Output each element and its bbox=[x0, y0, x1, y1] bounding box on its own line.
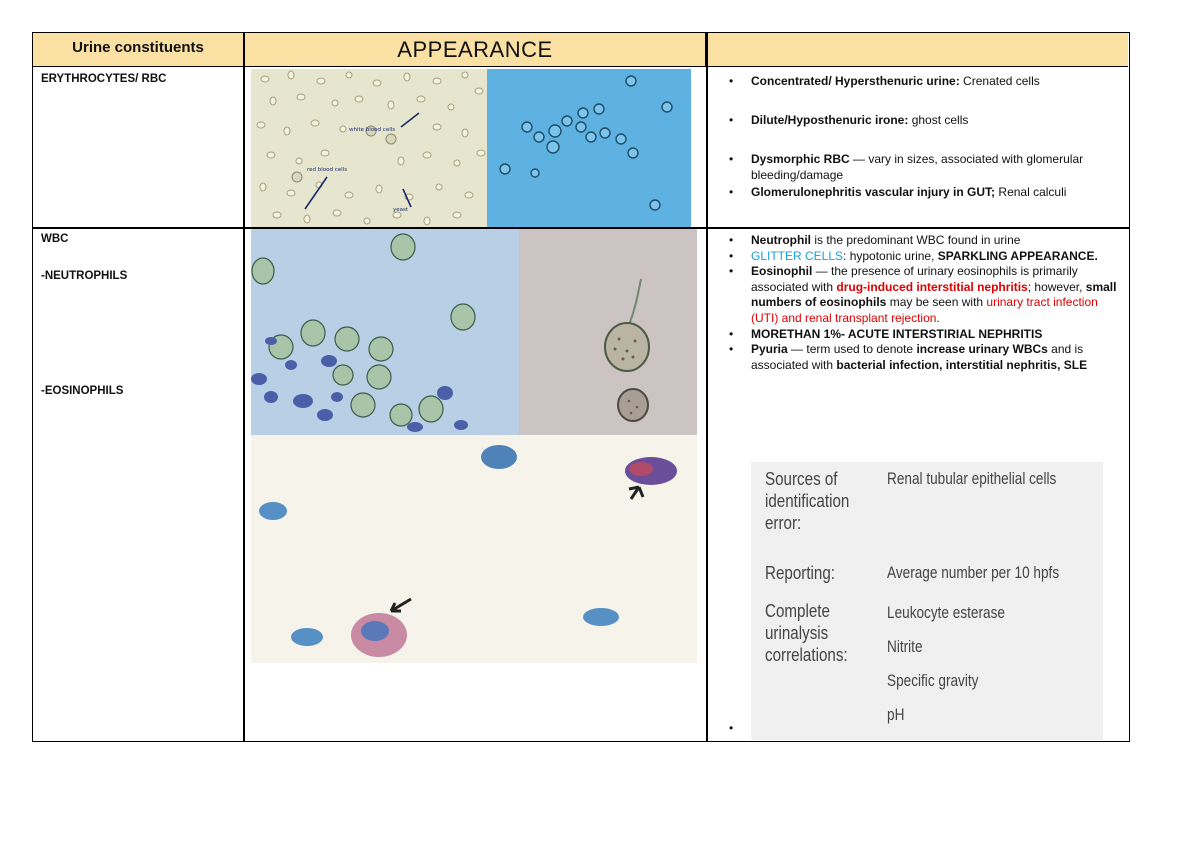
rbc-ghost-cells-micrograph bbox=[487, 69, 691, 227]
wbc-note-morethan: • MORETHAN 1%- ACUTE INTERSTIRIAL NEPHRITIS bbox=[707, 327, 1127, 343]
wbc-note-eosinophil: • Eosinophil — the presence of urinary eosinophils is primarily associated with drug-induced interstitial nephritis; however, small numbers of eosinophils may be seen with urinary tract infection (UTI) and renal transplant rejection. bbox=[707, 264, 1127, 326]
eosinophils-micrograph bbox=[251, 435, 697, 663]
wbc-note-glitter-cells: • GLITTER CELLS: hypotonic urine, SPARKLING APPEARANCE. bbox=[707, 249, 1127, 265]
rbc-note-dysmorphic: • Dysmorphic RBC — vary in sizes, associated with glomerular bleeding/damage bbox=[707, 151, 1127, 183]
rbc-notes-list bbox=[707, 73, 1127, 200]
neutrophils-label: -NEUTROPHILS bbox=[41, 270, 128, 282]
header-empty bbox=[707, 33, 1128, 67]
neutrophils-micrograph bbox=[251, 229, 519, 435]
sources-label: Sources of identification error: bbox=[765, 468, 850, 533]
wbc-note-pyuria: • Pyuria — term used to denote increase urinary WBCs and is associated with bacterial infection, interstitial nephritis, SLE bbox=[707, 342, 1127, 373]
reporting-label: Reporting: bbox=[765, 562, 835, 583]
reporting-value: Average number per 10 hpfs bbox=[887, 563, 1060, 582]
correlation-leukocyte-esterase: Leukocyte esterase bbox=[887, 603, 1005, 622]
eosinophils-label: -EOSINOPHILS bbox=[41, 385, 124, 397]
wbc-image-label: white blood cells bbox=[349, 127, 396, 133]
rbc-sediment-micrograph bbox=[251, 69, 487, 227]
sources-value: Renal tubular epithelial cells bbox=[887, 469, 1057, 488]
rbc-note-concentrated: • Concentrated/ Hypersthenuric urine: Crenated cells bbox=[707, 73, 1127, 89]
header-urine-constituents: Urine constituents bbox=[33, 33, 245, 67]
urinalysis-correlations-box bbox=[751, 462, 1103, 740]
yeast-image-label: yeast bbox=[393, 207, 409, 213]
wbc-label: WBC bbox=[41, 233, 69, 245]
complete-label: Complete urinalysis correlations: bbox=[765, 600, 848, 665]
wbc-note-neutrophil: • Neutrophil is the predominant WBC found in urine bbox=[707, 233, 1127, 249]
correlation-nitrite: Nitrite bbox=[887, 637, 923, 656]
rbc-label: ERYTHROCYTES/ RBC bbox=[41, 73, 167, 85]
rbc-note-dilute: • Dilute/Hyposthenuric irone: ghost cells bbox=[707, 112, 1127, 128]
header-appearance: APPEARANCE bbox=[245, 33, 707, 67]
column-divider bbox=[243, 33, 245, 741]
wbc-notes-list bbox=[707, 233, 1127, 373]
correlation-ph: pH bbox=[887, 705, 905, 724]
correlation-specific-gravity: Specific gravity bbox=[887, 671, 979, 690]
rbc-image-label: red blood cells bbox=[307, 167, 348, 173]
rbc-note-glomerulonephritis: • Glomerulonephritis vascular injury in GUT; Renal calculi bbox=[707, 184, 1127, 200]
glitter-cells-micrograph bbox=[519, 229, 697, 435]
